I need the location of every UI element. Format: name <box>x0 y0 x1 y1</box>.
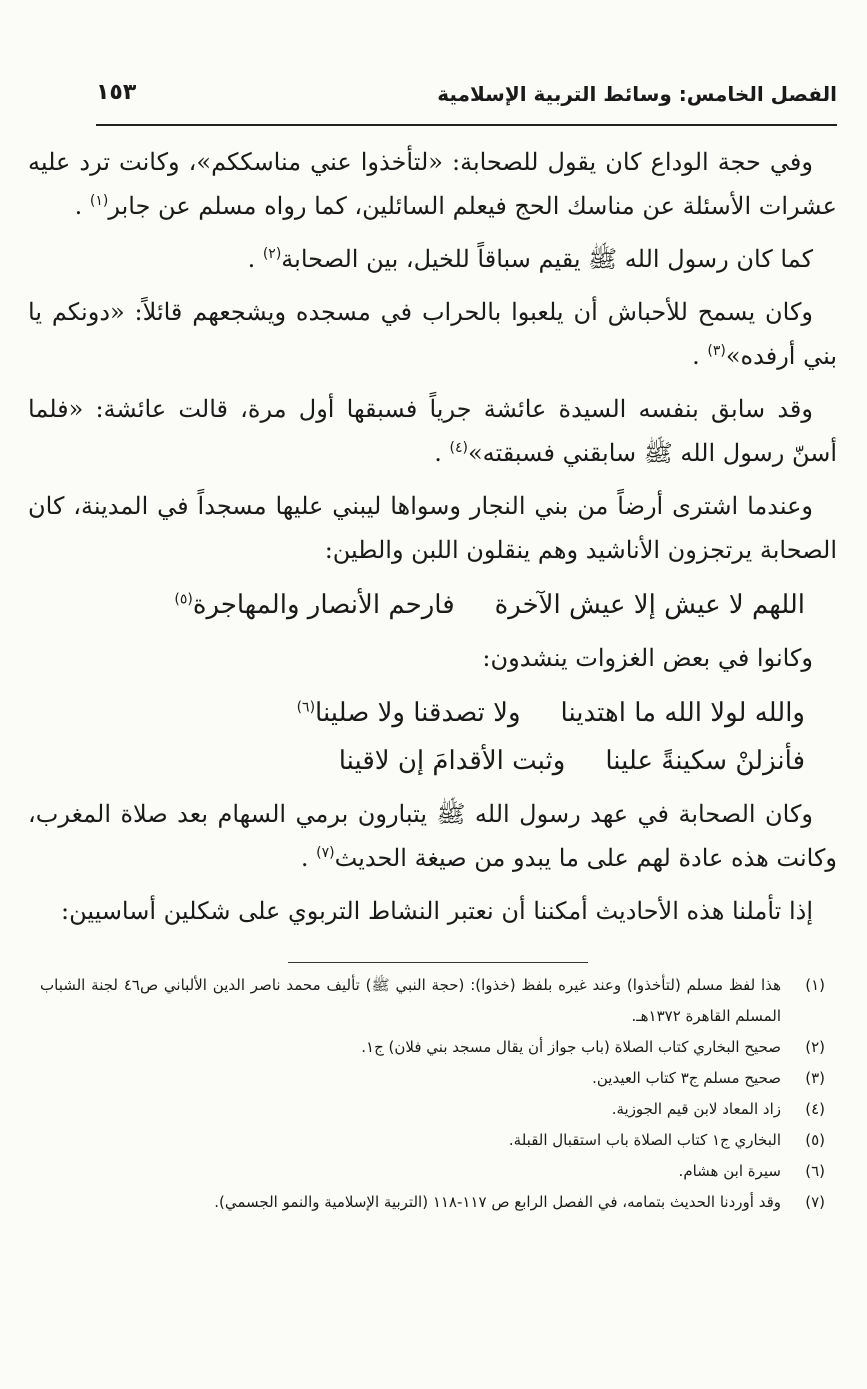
footnote-rule <box>288 962 588 963</box>
paragraph: وكان الصحابة في عهد رسول الله ﷺ يتبارون برمي السهام بعد صلاة المغرب، وكانت هذه عادة لهم على ما يبدو من صيغة الحديث$^{(٧)}$ . <box>28 800 837 872</box>
paragraph: وقد سابق بنفسه السيدة عائشة جرياً فسبقها أول مرة، قالت عائشة: «فلما أسنّ رسول الله ﷺ سابقني فسبقته»$^{(٤)}$ . <box>28 395 837 467</box>
footnote-text: زاد المعاد لابن قيم الجوزية. <box>611 1100 781 1118</box>
footnote-number: (١) <box>805 976 825 994</box>
footnote-text: هذا لفظ مسلم (لتأخذوا) وعند غيره بلفظ (خذوا): (حجة النبي ﷺ) تأليف محمد ناصر الدين الألباني ص٤٦ لجنة الشباب المسلم القاهرة ١٣٧٢هـ. <box>40 976 781 1025</box>
page-header <box>96 78 837 122</box>
footnote-number: (٢) <box>805 1038 825 1056</box>
footnote-ref: (٢) <box>262 246 282 262</box>
verse-first-hemistich: اللهم لا عيش إلا عيش الآخرة <box>494 590 805 620</box>
footnote-ref: (٤) <box>449 440 468 456</box>
verse-line <box>28 581 837 629</box>
paragraph: وكان يسمح للأحباش أن يلعبوا بالحراب في مسجده ويشجعهم قائلاً: «دونكم يا بني أرفده»$^{(٣)}$ . <box>28 298 837 370</box>
footnote-number: (٥) <box>805 1131 825 1149</box>
paragraph: كما كان رسول الله ﷺ يقيم سباقاً للخيل، بين الصحابة$^{(٢)}$ . <box>247 245 813 273</box>
verse-second-hemistich: وثبت الأقدامَ إن لاقينا <box>338 746 566 776</box>
footnote-text: وقد أوردنا الحديث بتمامه، في الفصل الرابع ص ١١٧-١١٨ (التربية الإسلامية والنمو الجسمي). <box>214 1193 781 1211</box>
footnote-text: البخاري ج١ كتاب الصلاة باب استقبال القبلة. <box>508 1131 781 1149</box>
footnote-ref: (١) <box>89 193 109 209</box>
footnote-number: (٧) <box>805 1193 825 1211</box>
verse-line <box>28 737 837 785</box>
verse-block <box>28 581 837 629</box>
verse-second-hemistich: ولا تصدقنا ولا صلينا$^{(٦)}$ <box>296 698 521 728</box>
footnote <box>40 1156 825 1187</box>
header-rule <box>96 124 837 126</box>
paragraph: وفي حجة الوداع كان يقول للصحابة: «لتأخذوا عني مناسككم»، وكانت ترد عليه عشرات الأسئلة عن مناسك الحج فيعلم السائلين، كما رواه مسلم عن جابر$^{(١)}$ . <box>28 148 837 220</box>
paragraph: إذا تأملنا هذه الأحاديث أمكننا أن نعتبر النشاط التربوي على شكلين أساسيين: <box>60 897 813 925</box>
footnote <box>40 970 825 1032</box>
footnote <box>40 1125 825 1156</box>
running-title: الفصل الخامس: وسائط التربية الإسلامية <box>437 82 837 106</box>
verse-first-hemistich: فأنزلنْ سكينةً علينا <box>605 746 805 776</box>
footnote-ref: (٥) <box>174 591 193 608</box>
footnote-text: صحيح مسلم ج٣ كتاب العيدين. <box>592 1069 781 1087</box>
verse-block <box>28 689 837 785</box>
footnote-number: (٤) <box>805 1100 825 1118</box>
body-text <box>28 140 837 942</box>
footnote <box>40 1187 825 1218</box>
footnote-ref: (٧) <box>316 845 335 861</box>
paragraph: وكانوا في بعض الغزوات ينشدون: <box>482 644 813 672</box>
verse-line <box>28 689 837 737</box>
verse-first-hemistich: والله لولا الله ما اهتدينا <box>560 698 805 728</box>
footnote-text: صحيح البخاري كتاب الصلاة (باب جواز أن يقال مسجد بني فلان) ج١. <box>361 1038 781 1056</box>
footnote <box>40 1032 825 1063</box>
footnote-number: (٦) <box>805 1162 825 1180</box>
footnote-number: (٣) <box>805 1069 825 1087</box>
footnotes <box>40 970 825 1218</box>
footnote-text: سيرة ابن هشام. <box>678 1162 781 1180</box>
footnote <box>40 1094 825 1125</box>
paragraph: وعندما اشترى أرضاً من بني النجار وسواها ليبني عليها مسجداً في المدينة، كان الصحابة يرتجزون الأناشيد وهم ينقلون اللبن والطين: <box>28 492 837 564</box>
footnote-ref: (٣) <box>707 343 726 359</box>
verse-second-hemistich: فارحم الأنصار والمهاجرة$^{(٥)}$ <box>174 590 455 620</box>
footnote <box>40 1063 825 1094</box>
footnote-ref: (٦) <box>296 699 316 716</box>
page-number: ١٥٣ <box>96 80 137 105</box>
